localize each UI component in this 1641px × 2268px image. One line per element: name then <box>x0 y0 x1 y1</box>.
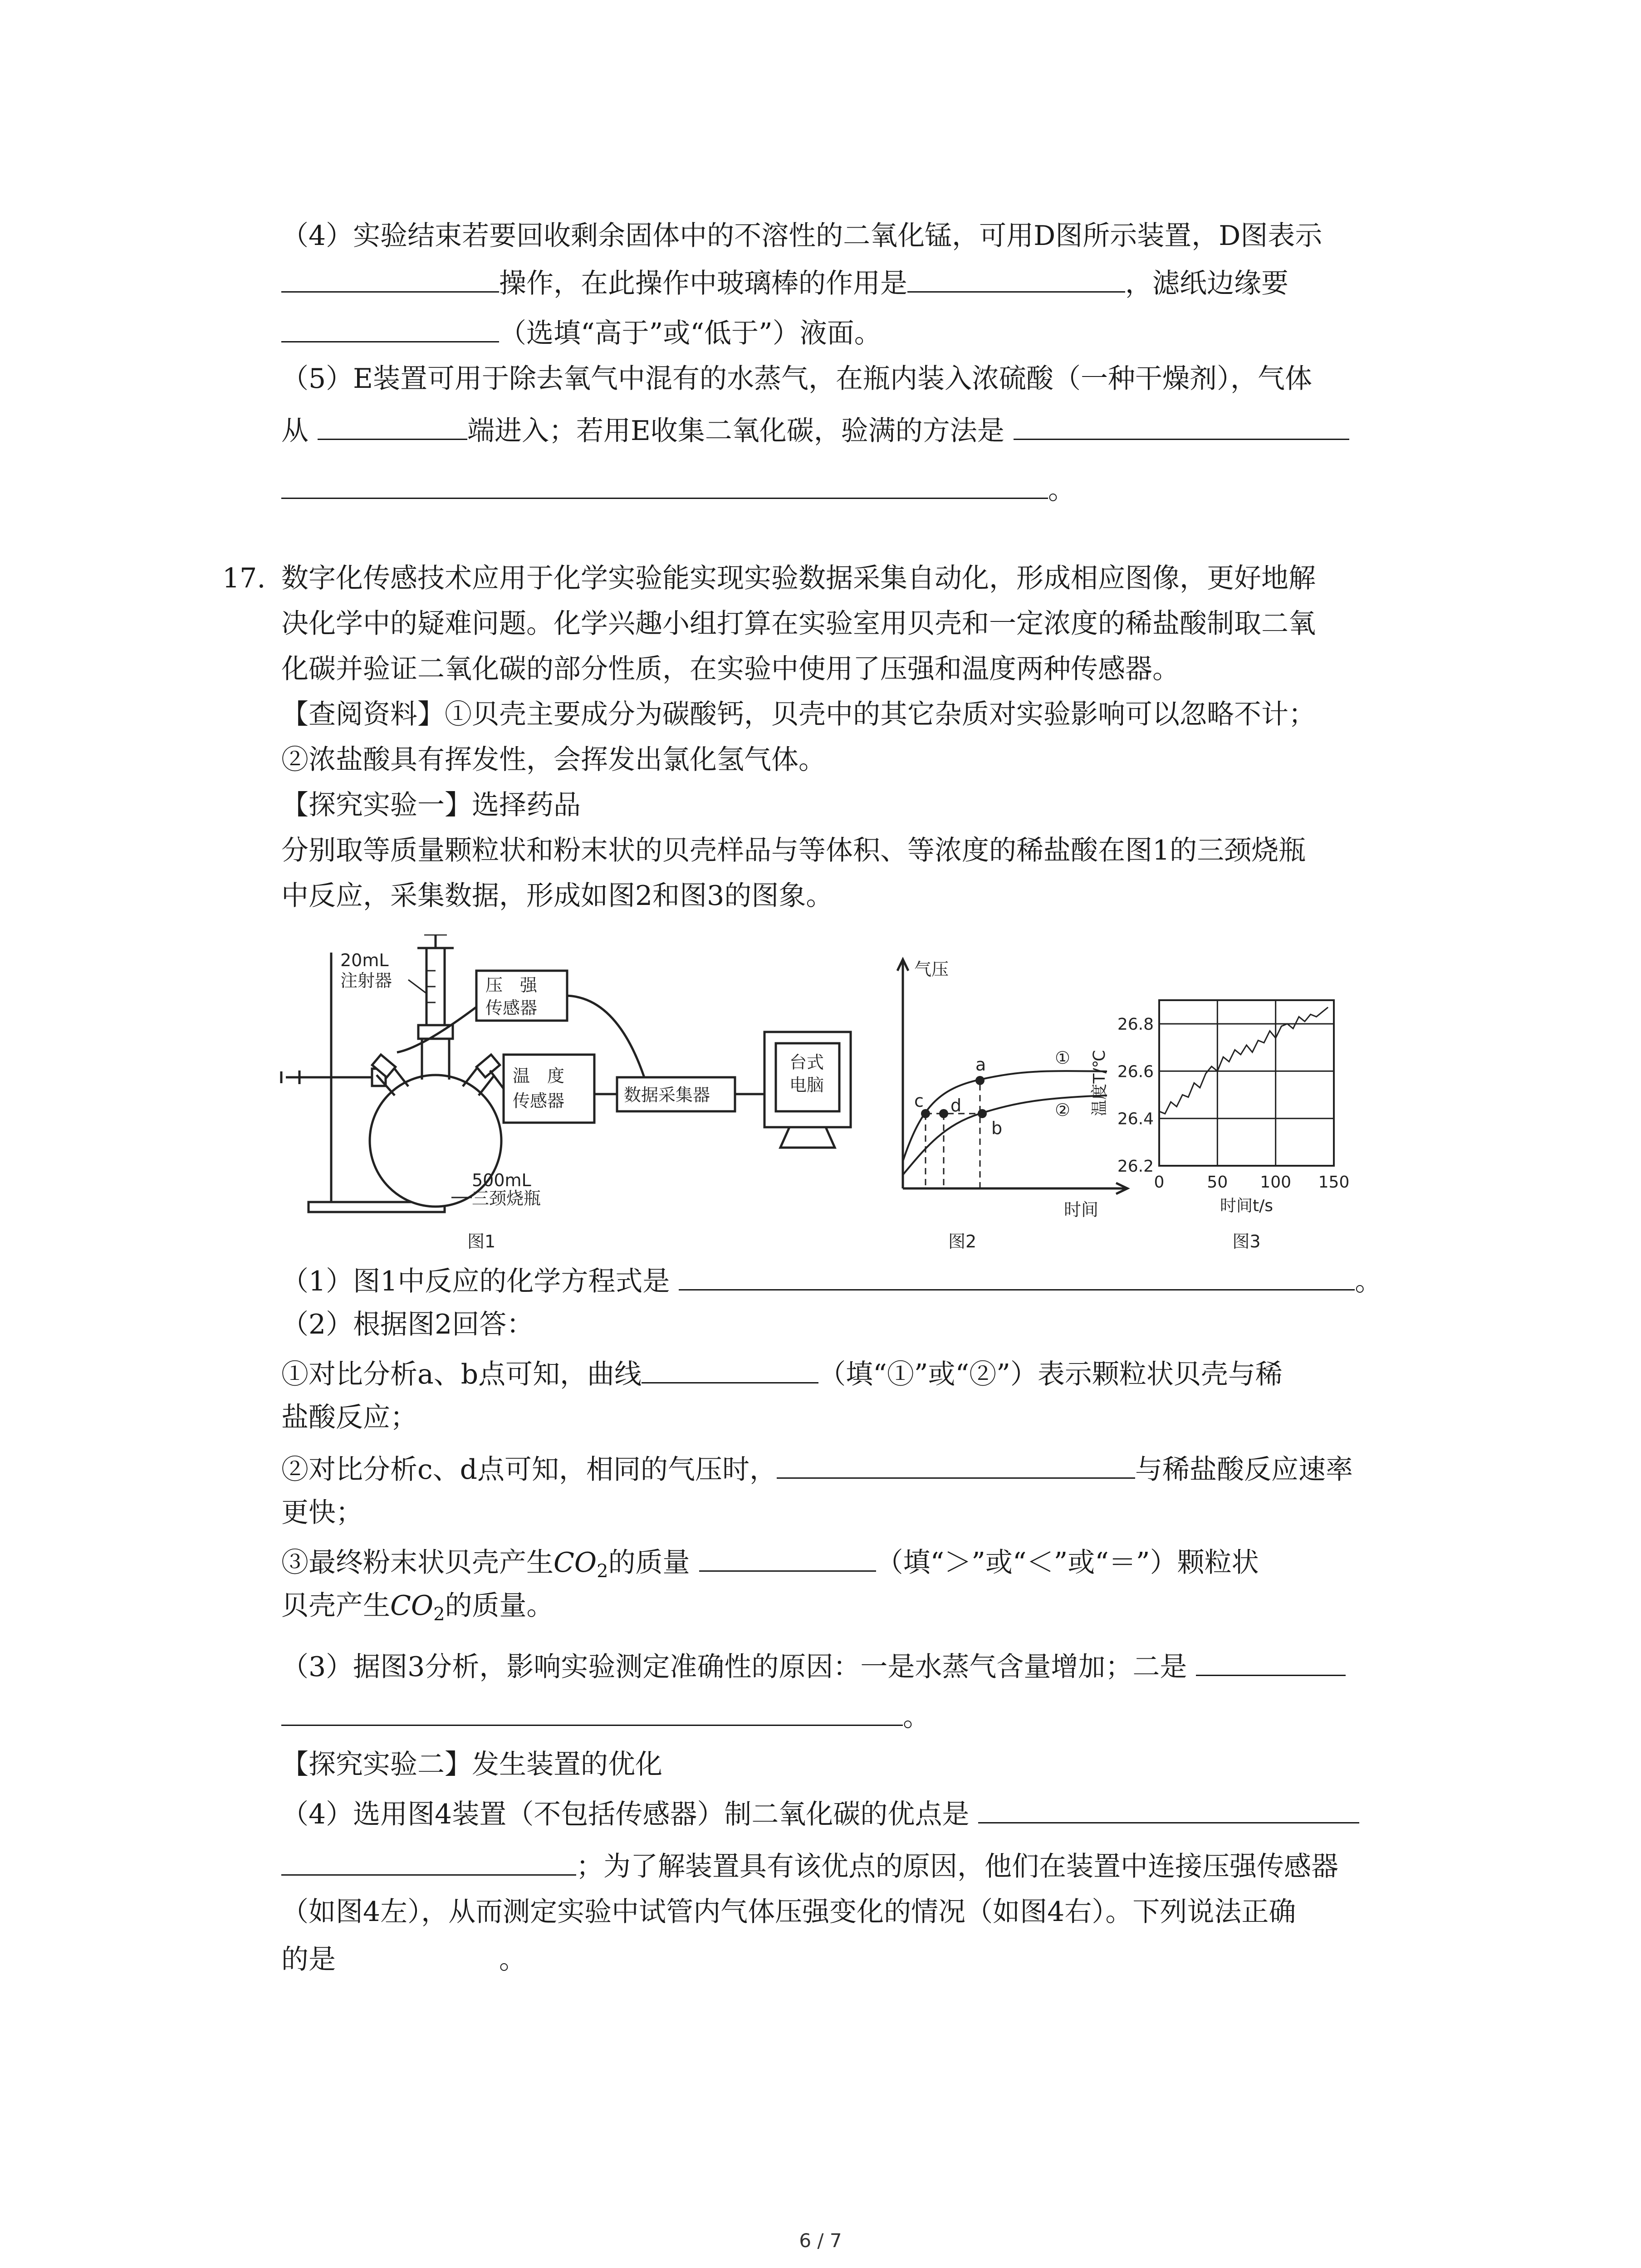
q17-exp1-title: 【探究实验一】选择药品 <box>281 789 581 821</box>
fig2-curve-1-label: ① <box>1055 1048 1071 1068</box>
fig2-point-a: a <box>975 1055 986 1075</box>
q17-sub4-line1: （4）选用图4装置（不包括传感器）制二氧化碳的优点是 <box>281 1794 1359 1833</box>
page-number: 6 / 7 <box>799 2229 842 2252</box>
q17-reference-2: ②浓盐酸具有挥发性，会挥发出氯化氢气体。 <box>281 744 826 776</box>
fig3-caption: 图3 <box>1232 1232 1261 1251</box>
figure-3-temperature-chart <box>1090 1000 1349 1251</box>
q17-sub4-line2: ；为了解装置具有该优点的原因，他们在装置中连接压强传感器 <box>281 1846 1338 1885</box>
q17-sub4-line3: （如图4左），从而测定实验中试管内气体压强变化的情况（如图4右）。下列说法正确 <box>281 1896 1296 1928</box>
fig1-temp-label-2: 传感器 <box>513 1091 565 1111</box>
fig1-caption: 图1 <box>467 1232 496 1251</box>
fig1-flask-label-2: 三颈烧瓶 <box>472 1188 541 1208</box>
fig1-flask-label: 500mL <box>472 1170 531 1190</box>
q17-sub2c-line1: ③最终粉末状贝壳产生$CO_2$的质量 （填“＞”或“＜”或“＝”）颗粒状 <box>281 1542 1259 1589</box>
q17-sub1: （1）图1中反应的化学方程式是 。 <box>281 1261 1382 1300</box>
fig2-curve-1 <box>903 1071 1107 1161</box>
fig3-xtick-label: 50 <box>1207 1173 1228 1192</box>
q17-intro-1: 数字化传感技术应用于化学实验能实现实验数据采集自动化，形成相应图像，更好地解 <box>281 562 1316 594</box>
answer-blank-reason[interactable] <box>1196 1647 1346 1676</box>
fig2-point-b: b <box>991 1118 1003 1138</box>
q17-intro-2: 决化学中的疑难问题。化学兴趣小组打算在实验室用贝壳和一定浓度的稀盐酸制取二氧 <box>281 608 1316 640</box>
q17-exp1-line1: 分别取等质量颗粒状和粉末状的贝壳样品与等体积、等浓度的稀盐酸在图1的三颈烧瓶 <box>281 835 1306 866</box>
answer-blank-filter-edge[interactable] <box>281 313 499 342</box>
q17-sub2a-line1: ①对比分析a、b点可知，曲线 （填“①”或“②”）表示颗粒状贝壳与稀 <box>281 1354 1283 1393</box>
q17-sub3-line2: 。 <box>281 1696 930 1735</box>
figures-panel <box>272 934 1416 1252</box>
fig2-curve-2-label: ② <box>1055 1100 1071 1120</box>
q16-p5-line1: （5）E装置可用于除去氧气中混有的水蒸气，在瓶内装入浓硫酸（一种干燥剂），气体 <box>281 363 1312 395</box>
fig1-collector-label: 数据采集器 <box>624 1085 710 1105</box>
q17-sub2: （2）根据图2回答： <box>281 1309 534 1340</box>
q17-sub4-line4: 的是 。 <box>281 1944 526 1975</box>
answer-blank-curve[interactable] <box>642 1354 818 1383</box>
answer-blank-advantage-cont[interactable] <box>281 1846 576 1876</box>
fig1-pc-label-2: 电脑 <box>789 1075 824 1095</box>
fig3-xtick-label: 100 <box>1260 1173 1292 1192</box>
fig3-xlabel: 时间t/s <box>1220 1197 1274 1215</box>
q17-sub2b-line2: 更快； <box>281 1497 363 1529</box>
q16-p4-line3: （选填“高于”或“低于”）液面。 <box>281 313 882 352</box>
answer-blank-full-check[interactable] <box>1014 411 1349 440</box>
fig2-point-d: d <box>950 1095 962 1115</box>
q17-exp1-line2: 中反应，采集数据，形成如图2和图3的图象。 <box>281 880 833 912</box>
fig3-ytick-label: 26.6 <box>1117 1062 1154 1081</box>
q17-exp2-title: 【探究实验二】发生装置的优化 <box>281 1749 662 1780</box>
fig1-syringe-label: 20mL <box>340 950 389 970</box>
fig2-caption: 图2 <box>948 1232 977 1251</box>
answer-blank-operation[interactable] <box>281 263 499 293</box>
q17-sub3-line1: （3）据图3分析，影响实验测定准确性的原因：一是水蒸气含量增加；二是 <box>281 1647 1346 1685</box>
fig2-point-c: c <box>914 1091 924 1111</box>
answer-blank-rod-role[interactable] <box>907 263 1125 293</box>
fig1-pc-label: 台式 <box>789 1052 824 1072</box>
fig1-pressure-label: 压 强 <box>485 975 538 995</box>
answer-blank-gas-inlet[interactable] <box>318 411 467 440</box>
fig3-plot-frame <box>1159 1000 1334 1166</box>
fig3-ytick-label: 26.8 <box>1117 1015 1154 1034</box>
fig1-syringe-label-2: 注射器 <box>340 971 392 991</box>
fig3-ylabel: 温度T/℃ <box>1090 1050 1109 1116</box>
q17-intro-3: 化碳并验证二氧化碳的部分性质，在实验中使用了压强和温度两种传感器。 <box>281 653 1180 685</box>
fig3-ytick-label: 26.2 <box>1117 1157 1154 1176</box>
answer-blank-compare[interactable] <box>699 1542 876 1572</box>
q16-p4-line1: （4）实验结束若要回收剩余固体中的不溶性的二氧化锰，可用D图所示装置，D图表示 <box>281 220 1323 252</box>
fig2-ylabel: 气压 <box>914 959 949 979</box>
q16-p4-line2: 操作，在此操作中玻璃棒的作用是 ，滤纸边缘要 <box>281 263 1288 302</box>
fig3-xtick-label: 150 <box>1318 1173 1350 1192</box>
q17-reference-1: 【查阅资料】①贝壳主要成分为碳酸钙，贝壳中的其它杂质对实验影响可以忽略不计； <box>281 699 1316 730</box>
q17-sub2c-line2: 贝壳产生$CO_2$的质量。 <box>281 1590 554 1625</box>
q17-sub2b-line1: ②对比分析c、d点可知，相同的气压时， 与稀盐酸反应速率 <box>281 1449 1353 1488</box>
answer-blank-full-check-cont[interactable] <box>281 469 1048 499</box>
q17-number: 17. <box>222 562 266 594</box>
q16-p5-line3: 。 <box>281 469 1075 508</box>
fig3-ytick-label: 26.4 <box>1117 1110 1154 1129</box>
fig2-curve-2 <box>903 1095 1107 1175</box>
answer-blank-faster[interactable] <box>777 1449 1135 1479</box>
fig3-xtick-label: 0 <box>1154 1173 1165 1192</box>
q17-sub2a-line2: 盐酸反应； <box>281 1402 417 1433</box>
fig1-pressure-label-2: 传感器 <box>485 998 538 1018</box>
answer-blank-equation[interactable] <box>679 1261 1355 1290</box>
answer-blank-advantage[interactable] <box>978 1794 1359 1823</box>
fig2-xlabel: 时间 <box>1064 1200 1099 1220</box>
answer-blank-reason-cont[interactable] <box>281 1696 903 1726</box>
fig1-temp-label: 温 度 <box>513 1066 565 1086</box>
q16-p5-line2: 从 端进入；若用E收集二氧化碳，验满的方法是 <box>281 411 1349 449</box>
